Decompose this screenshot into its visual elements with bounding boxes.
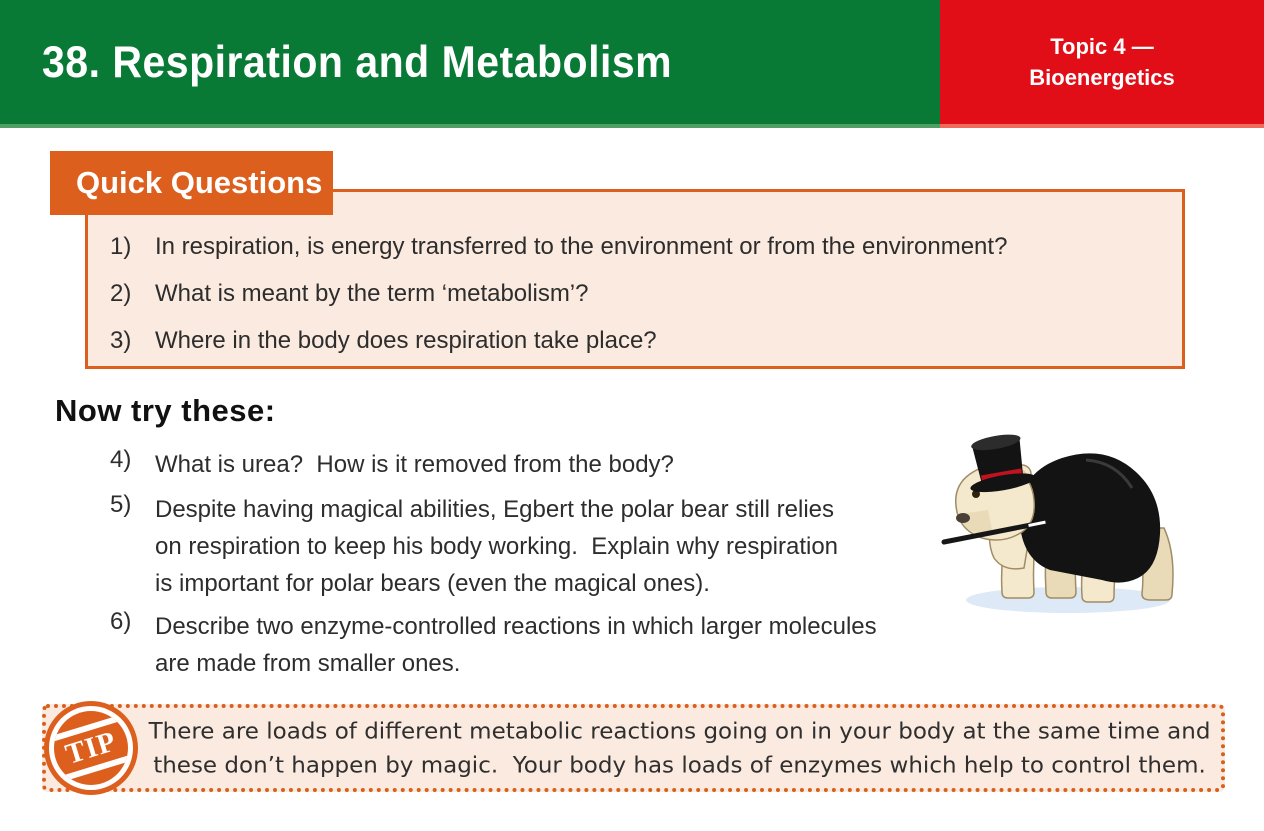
question-text: What is meant by the term ‘metabolism’? <box>155 280 589 307</box>
topic-line-1: Topic 4 — <box>1050 34 1154 59</box>
question-text: Where in the body does respiration take place? <box>155 327 657 354</box>
page-title: 38. Respiration and Metabolism <box>42 36 673 87</box>
polar-bear-illustration <box>936 430 1192 622</box>
quick-questions-label: Quick Questions <box>76 165 323 200</box>
question-row-3 <box>88 327 1182 356</box>
quick-questions-list <box>88 233 1182 374</box>
question-line: Describe two enzyme-controlled reactions in which larger molecules <box>155 613 877 640</box>
question-text <box>155 491 838 602</box>
question-text <box>155 608 877 682</box>
question-line: Despite having magical abilities, Egbert the polar bear still relies <box>155 496 835 523</box>
tip-stamp-icon <box>44 701 138 795</box>
question-line: What is urea? How is it removed from the body? <box>155 451 674 478</box>
question-text <box>155 446 674 483</box>
question-number: 4) <box>110 446 132 473</box>
tip-stamp-disc <box>54 711 128 785</box>
now-try-heading: Now try these: <box>55 393 276 428</box>
question-text: In respiration, is energy transferred to the environment or from the environment? <box>155 233 1008 260</box>
quick-questions-panel <box>85 189 1185 369</box>
tip-stamp-label: TIP <box>61 724 121 771</box>
question-number: 5) <box>110 491 132 518</box>
question-number: 1) <box>110 233 132 260</box>
header-green-banner <box>0 0 940 128</box>
question-line: are made from smaller ones. <box>155 650 461 677</box>
question-row-1 <box>88 233 1182 262</box>
tip-panel <box>42 704 1225 792</box>
question-number: 3) <box>110 327 132 354</box>
question-number: 6) <box>110 608 132 635</box>
question-line: is important for polar bears (even the magical ones). <box>155 570 710 597</box>
tip-line: There are loads of different metabolic reactions going on in your body at the same time and <box>148 719 1211 745</box>
tip-line: these don’t happen by magic. Your body has loads of enzymes which help to control them. <box>153 753 1206 779</box>
quick-questions-tab <box>50 151 333 215</box>
question-row-2 <box>88 280 1182 309</box>
topic-badge <box>940 0 1264 128</box>
question-line: on respiration to keep his body working. Explain why respiration <box>155 533 839 560</box>
question-number: 2) <box>110 280 132 307</box>
tip-text <box>146 715 1213 783</box>
topic-line-2: Bioenergetics <box>1029 65 1175 90</box>
